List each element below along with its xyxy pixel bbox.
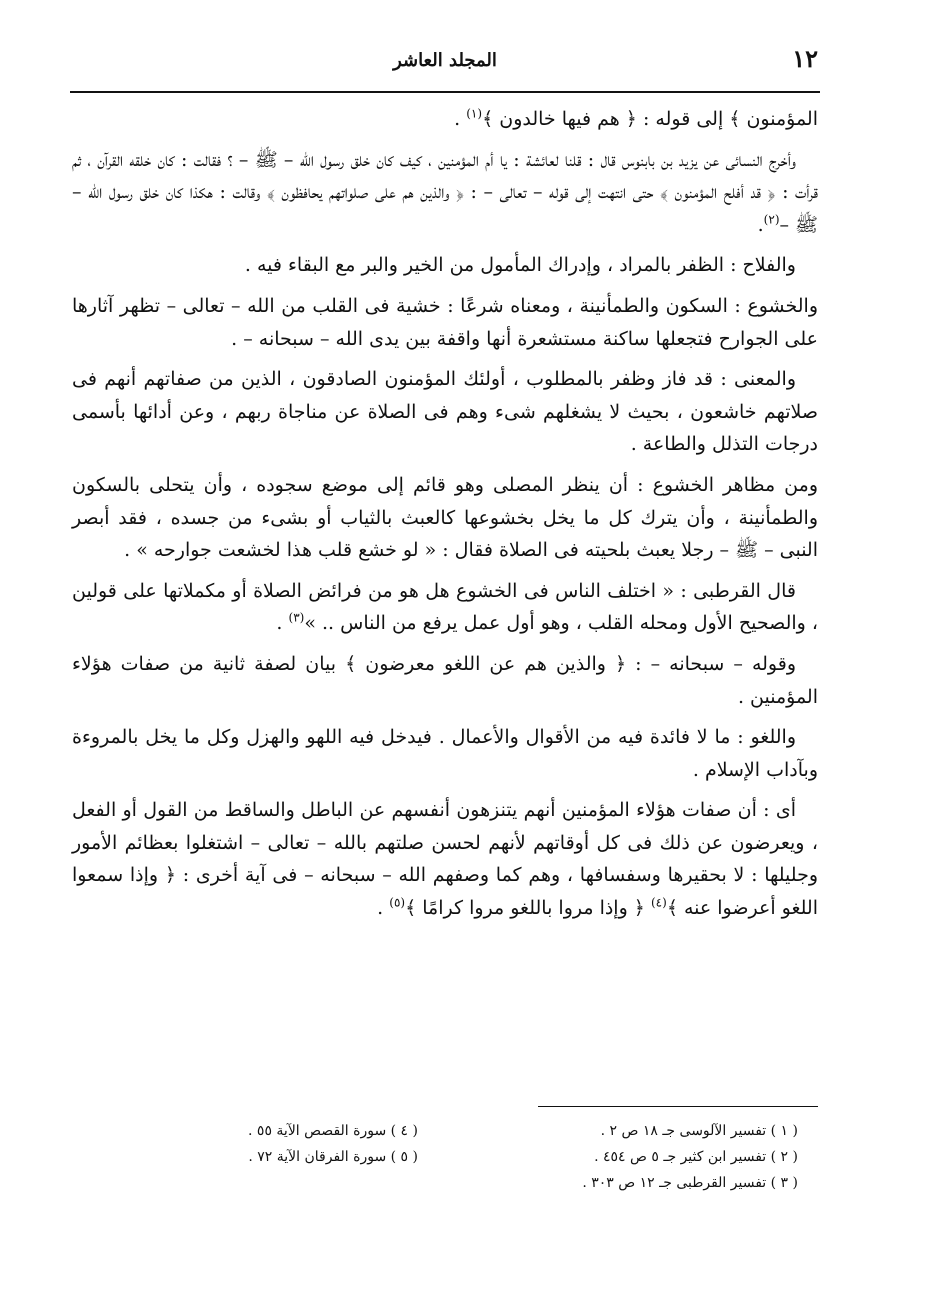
footnote-ref-3: (٣) <box>288 610 305 625</box>
footnotes-column-right <box>468 1118 798 1196</box>
footnote-1: ( ١ ) تفسير الآلوسى جـ ١٨ ص ٢ . <box>600 1123 798 1139</box>
paragraph-4: والخشوع : السكون والطمأنينة ، ومعناه شرعًا : خشية فى القلب من الله – تعالى – تظهر آثارها على الجوارح فتجعلها ساكنة مستشعرة أنها واقفة بين يدى الله – سبحانه – . <box>72 294 818 350</box>
header-rule <box>70 91 820 93</box>
footnote-3: ( ٣ ) تفسير القرطبى جـ ١٢ ص ٣٠٣ . <box>582 1175 798 1191</box>
footnote-ref-4: (٤) <box>650 895 667 910</box>
paragraph-1: المؤمنون ﴾ إلى قوله : ﴿ هم فيها خالدون ﴾$^{(١)}$ . <box>454 106 818 130</box>
footnote-ref-1: (١) <box>466 106 483 121</box>
page-header <box>70 44 820 84</box>
paragraph-8: وقوله – سبحانه – : ﴿ والذين هم عن اللغو معرضون ﴾ بيان لصفة ثانية من صفات هؤلاء المؤمنين . <box>72 652 818 708</box>
paragraph-10: أى : أن صفات هؤلاء المؤمنين أنهم يتنزهون أنفسهم عن الباطل والساقط من القول أو الفعل ، ويعرضون عن ذلك فى كل أوقاتهم لأنهم لحسن صلتهم بالله – تعالى – اشتغلوا بعظائم الأمور وجليلها : لا بحقيرها وسفسافها ، وهم كما وصفهم الله – سبحانه – فى آية أخرى : ﴿ وإذا سمعوا اللغو أعرضوا عنه ﴾$^{(٤)}$ ﴿ وإذا مروا باللغو مروا كرامًا ﴾$^{(٥)}$ . <box>72 799 818 920</box>
footnote-ref-2: (٢) <box>763 212 780 227</box>
paragraph-2: وأخرج النسائى عن يزيد بن بابنوس قال : قلنا لعائشة : يا أم المؤمنين ، كيف كان خلق رسول الله – ﷺ – ؟ فقالت : كان خلقه القرآن ، ثم قرأت : ﴿ قد أفلح المؤمنون ﴾ حتى انتهت إلى قوله – تعالى – : ﴿ والذين هم على صلواتهم يحافظون ﴾ وقالت : هكذا كان خلق رسول الله – ﷺ –$^{(٢)}$. <box>72 148 818 236</box>
paragraph-6: ومن مظاهر الخشوع : أن ينظر المصلى وهو قائم إلى موضع سجوده ، وأن يتحلى بالسكون والطمأنينة ، وأن يترك كل ما يخل بخشوعها كالعبث بالثياب أو بشىء من جسده ، فقد أبصر النبى – ﷺ – رجلا يعبث بلحيته فى الصلاة فقال : « لو خشع قلب هذا لخشعت جوارحه » . <box>72 473 818 562</box>
page-number: ١٢ <box>792 44 818 73</box>
paragraph-7: قال القرطبى : « اختلف الناس فى الخشوع هل هو من فرائض الصلاة أو مكملاتها على قولين ، والصحيح الأول ومحله القلب ، وهو أول عمل يرفع من الناس .. »$^{(٣)}$ . <box>72 579 818 635</box>
paragraph-3: والفلاح : الظفر بالمراد ، وإدراك المأمول من الخير والبر مع البقاء فيه . <box>244 254 796 277</box>
footnote-5: ( ٥ ) سورة الفرقان الآية ٧٢ . <box>248 1149 418 1165</box>
footnote-4: ( ٤ ) سورة القصص الآية ٥٥ . <box>248 1123 418 1139</box>
footnote-ref-5: (٥) <box>389 895 406 910</box>
footnote-2: ( ٢ ) تفسير ابن كثير جـ ٥ ص ٤٥٤ . <box>594 1149 798 1165</box>
running-title: المجلد العاشر <box>393 50 497 71</box>
footnotes <box>72 1118 818 1198</box>
footnote-rule <box>538 1106 818 1107</box>
paragraph-5: والمعنى : قد فاز وظفر بالمطلوب ، أولئك المؤمنون الصادقون ، الذين من صفاتهم أنهم فى صلاتهم خاشعون ، بحيث لا يشغلهم شىء وهم فى الصلاة عن مناجاة ربهم ، وعن أدائها بأسمى درجات التذلل والطاعة . <box>72 368 818 456</box>
body-text <box>72 103 818 925</box>
paragraph-9: واللغو : ما لا فائدة فيه من الأقوال والأعمال . فيدخل فيه اللهو والهزل وكل ما يخل بالمروءة وبآداب الإسلام . <box>72 726 818 781</box>
footnotes-column-left <box>88 1118 418 1170</box>
